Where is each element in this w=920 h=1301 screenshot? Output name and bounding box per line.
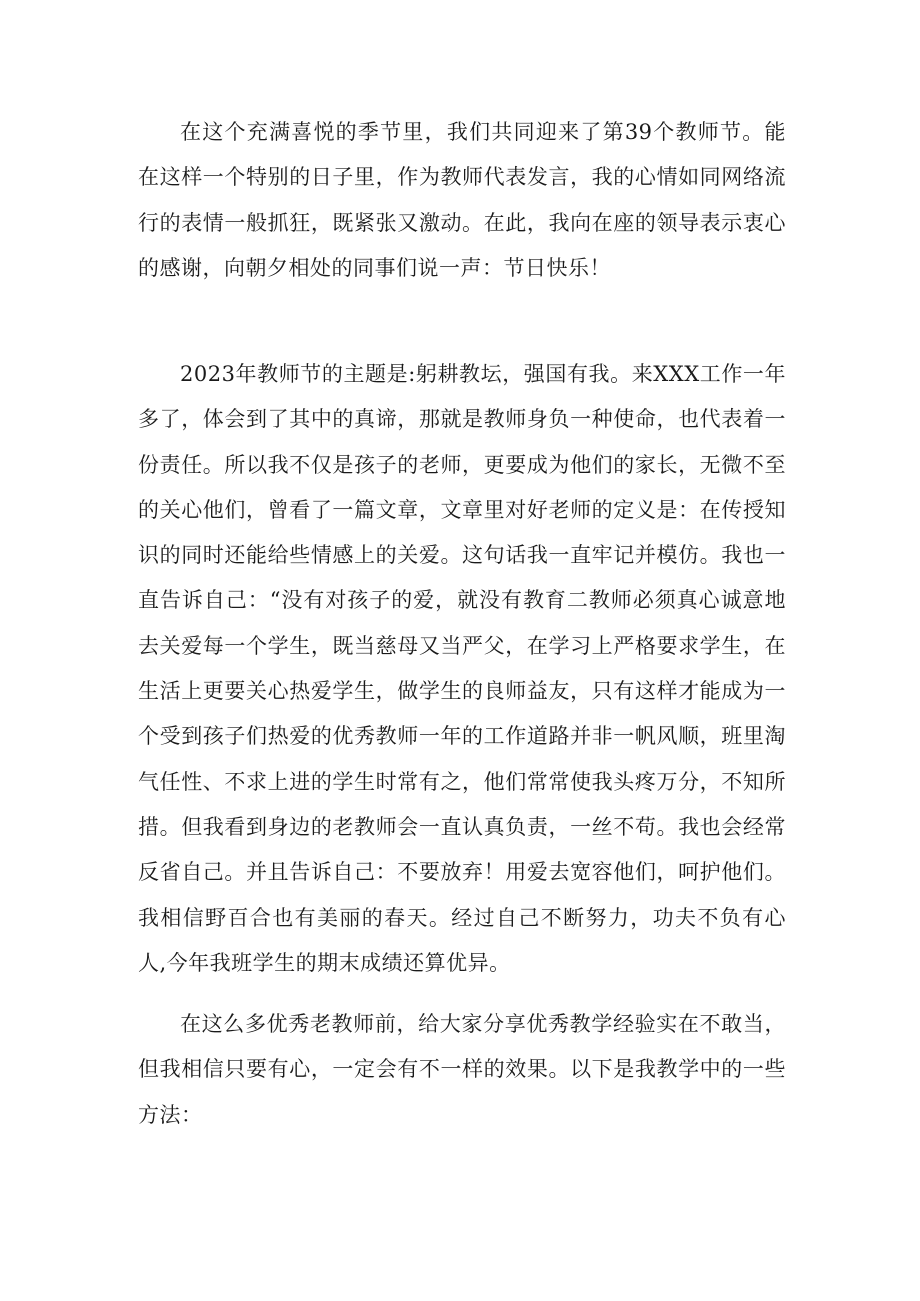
paragraph-methods-intro: 在这么多优秀老教师前，给大家分享优秀教学经验实在不敢当，但我相信只要有心，一定会有不一样的效果。以下是我教学中的一些方法： — [138, 1012, 786, 1127]
paragraph-theme: 2023年教师节的主题是:躬耕教坛，强国有我。来XXX工作一年多了，体会到了其中的真谛，那就是教师身负一种使命，也代表着一份责任。所以我不仅是孩子的老师，更要成为他们的家长，无微不至的关心他们，曾看了一篇文章，文章里对好老师的定义是：在传授知识的同时还能给些情感上的关爱。这句话我一直牢记并模仿。我也一直告诉自己：“没有对孩子的爱，就没有教育二教师必须真心诚意地去关爱每一个学生，既当慈母又当严父，在学习上严格要求学生，在生活上更要关心热爱学生，做学生的良师益友，只有这样才能成为一个受到孩子们热爱的优秀教师一年的工作道路并非一帆风顺，班里淘气任性、不求上进的学生时常有之，他们常常使我头疼万分，不知所措。但我看到身边的老教师会一直认真负责，一丝不苟。我也会经常反省自己。并且告诉自己：不要放弃！用爱去宽容他们，呵护他们。我相信野百合也有美丽的春天。经过自己不断努力，功夫不负有心人,今年我班学生的期末成绩还算优异。 — [138, 362, 786, 975]
paragraph-opening: 在这个充满喜悦的季节里，我们共同迎来了第39个教师节。能在这样一个特别的日子里，作为教师代表发言，我的心情如同网络流行的表情一般抓狂，既紧张又激动。在此，我向在座的领导表示衷心的感谢，向朝夕相处的同事们说一声：节日快乐！ — [138, 120, 786, 280]
